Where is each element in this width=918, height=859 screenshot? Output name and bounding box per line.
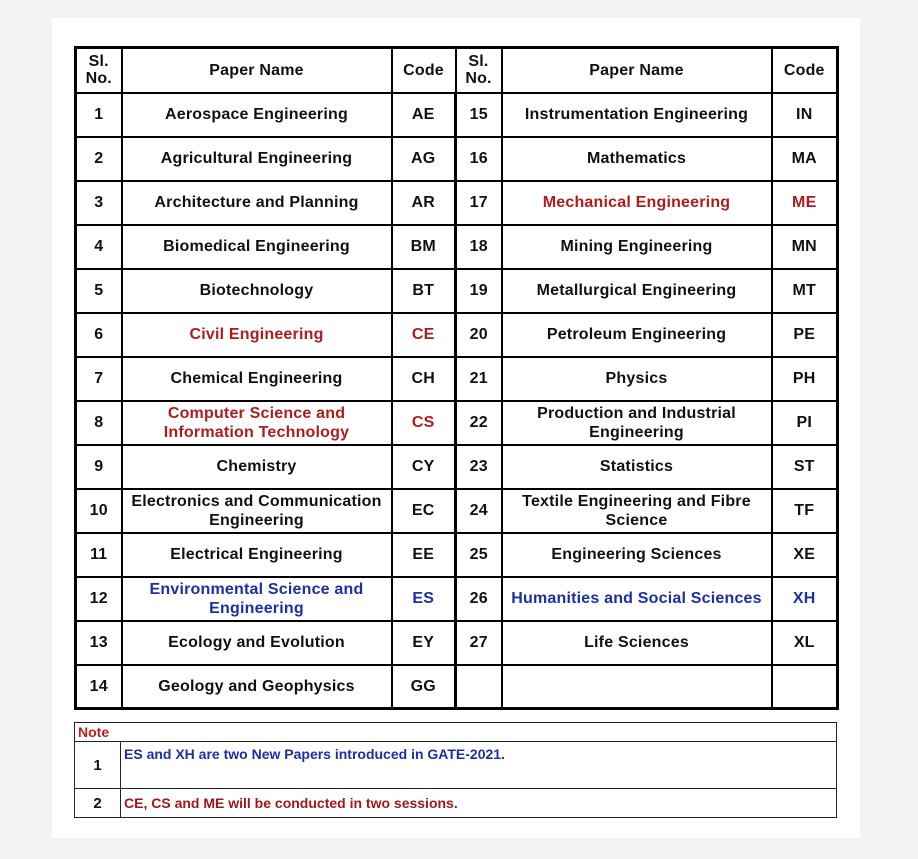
code-cell: PE	[772, 313, 838, 357]
paper-name-cell: Petroleum Engineering	[502, 313, 772, 357]
paper-name-cell: Life Sciences	[502, 621, 772, 665]
note-text: CE, CS and ME will be conducted in two sessions.	[121, 789, 837, 818]
table-row	[76, 621, 838, 665]
sl-no-cell: 4	[76, 225, 122, 269]
code-cell: CS	[392, 401, 456, 445]
code-cell: ES	[392, 577, 456, 621]
sl-no-cell: 2	[76, 137, 122, 181]
sl-no-cell: 8	[76, 401, 122, 445]
code-cell: CY	[392, 445, 456, 489]
sl-no-cell: 18	[456, 225, 502, 269]
table-row	[76, 533, 838, 577]
paper-name-cell: Civil Engineering	[122, 313, 392, 357]
code-cell: EC	[392, 489, 456, 533]
paper-name-cell: Agricultural Engineering	[122, 137, 392, 181]
paper-name-cell: Architecture and Planning	[122, 181, 392, 225]
note-text: ES and XH are two New Papers introduced in GATE-2021.	[121, 742, 837, 789]
header-code: Code	[772, 48, 838, 93]
code-cell: PI	[772, 401, 838, 445]
note-title: Note	[75, 723, 837, 742]
code-cell: TF	[772, 489, 838, 533]
table-row	[76, 313, 838, 357]
paper-name-cell: Mining Engineering	[502, 225, 772, 269]
code-cell: AR	[392, 181, 456, 225]
code-cell: GG	[392, 665, 456, 709]
table-row	[76, 181, 838, 225]
header-sl-no: Sl. No.	[76, 48, 122, 93]
sl-no-cell: 6	[76, 313, 122, 357]
sl-no-cell: 16	[456, 137, 502, 181]
gate-papers-table	[74, 46, 839, 710]
code-cell: IN	[772, 93, 838, 137]
header-paper-name: Paper Name	[122, 48, 392, 93]
code-cell: MA	[772, 137, 838, 181]
sl-no-cell: 26	[456, 577, 502, 621]
table-row	[76, 489, 838, 533]
code-cell: AE	[392, 93, 456, 137]
table-row	[76, 225, 838, 269]
sl-no-cell: 23	[456, 445, 502, 489]
code-cell: CH	[392, 357, 456, 401]
empty-cell	[502, 665, 772, 709]
sl-no-cell: 21	[456, 357, 502, 401]
note-row	[75, 789, 837, 818]
header-paper-name: Paper Name	[502, 48, 772, 93]
sl-no-cell: 20	[456, 313, 502, 357]
code-cell: AG	[392, 137, 456, 181]
code-cell: XH	[772, 577, 838, 621]
table-row	[76, 137, 838, 181]
note-table	[74, 722, 837, 818]
paper-name-cell: Geology and Geophysics	[122, 665, 392, 709]
paper-name-cell: Production and Industrial Engineering	[502, 401, 772, 445]
paper-name-cell: Biotechnology	[122, 269, 392, 313]
note-number: 2	[75, 789, 121, 818]
sl-no-cell: 3	[76, 181, 122, 225]
code-cell: BT	[392, 269, 456, 313]
paper-name-cell: Mechanical Engineering	[502, 181, 772, 225]
paper-name-cell: Mathematics	[502, 137, 772, 181]
table-row	[76, 269, 838, 313]
header-sl-no: Sl. No.	[456, 48, 502, 93]
code-cell: BM	[392, 225, 456, 269]
sl-no-cell: 25	[456, 533, 502, 577]
code-cell: EE	[392, 533, 456, 577]
paper-name-cell: Computer Science and Information Technology	[122, 401, 392, 445]
sl-no-cell: 10	[76, 489, 122, 533]
paper-name-cell: Chemical Engineering	[122, 357, 392, 401]
sl-no-cell: 17	[456, 181, 502, 225]
paper-name-cell: Electronics and Communication Engineering	[122, 489, 392, 533]
paper-name-cell: Engineering Sciences	[502, 533, 772, 577]
sl-no-cell: 22	[456, 401, 502, 445]
sl-no-cell: 7	[76, 357, 122, 401]
sl-no-cell: 14	[76, 665, 122, 709]
paper-name-cell: Humanities and Social Sciences	[502, 577, 772, 621]
empty-cell	[456, 665, 502, 709]
code-cell: MN	[772, 225, 838, 269]
paper-name-cell: Chemistry	[122, 445, 392, 489]
table-row	[76, 665, 838, 709]
paper-name-cell: Physics	[502, 357, 772, 401]
table-row	[76, 357, 838, 401]
sl-no-cell: 24	[456, 489, 502, 533]
paper-name-cell: Textile Engineering and Fibre Science	[502, 489, 772, 533]
paper-name-cell: Ecology and Evolution	[122, 621, 392, 665]
code-cell: ME	[772, 181, 838, 225]
paper-name-cell: Statistics	[502, 445, 772, 489]
code-cell: XE	[772, 533, 838, 577]
table-row	[76, 93, 838, 137]
paper-name-cell: Electrical Engineering	[122, 533, 392, 577]
code-cell: CE	[392, 313, 456, 357]
header-code: Code	[392, 48, 456, 93]
sl-no-cell: 9	[76, 445, 122, 489]
code-cell: MT	[772, 269, 838, 313]
sl-no-cell: 5	[76, 269, 122, 313]
table-row	[76, 401, 838, 445]
sl-no-cell: 27	[456, 621, 502, 665]
paper-name-cell: Instrumentation Engineering	[502, 93, 772, 137]
code-cell: ST	[772, 445, 838, 489]
paper-name-cell: Environmental Science and Engineering	[122, 577, 392, 621]
sl-no-cell: 12	[76, 577, 122, 621]
empty-cell	[772, 665, 838, 709]
table-row	[76, 445, 838, 489]
note-number: 1	[75, 742, 121, 789]
sl-no-cell: 11	[76, 533, 122, 577]
note-row	[75, 742, 837, 789]
code-cell: XL	[772, 621, 838, 665]
sl-no-cell: 15	[456, 93, 502, 137]
sl-no-cell: 1	[76, 93, 122, 137]
sl-no-cell: 19	[456, 269, 502, 313]
paper-name-cell: Aerospace Engineering	[122, 93, 392, 137]
paper-name-cell: Biomedical Engineering	[122, 225, 392, 269]
table-row	[76, 577, 838, 621]
header-row	[76, 48, 838, 93]
paper-name-cell: Metallurgical Engineering	[502, 269, 772, 313]
code-cell: PH	[772, 357, 838, 401]
code-cell: EY	[392, 621, 456, 665]
sl-no-cell: 13	[76, 621, 122, 665]
